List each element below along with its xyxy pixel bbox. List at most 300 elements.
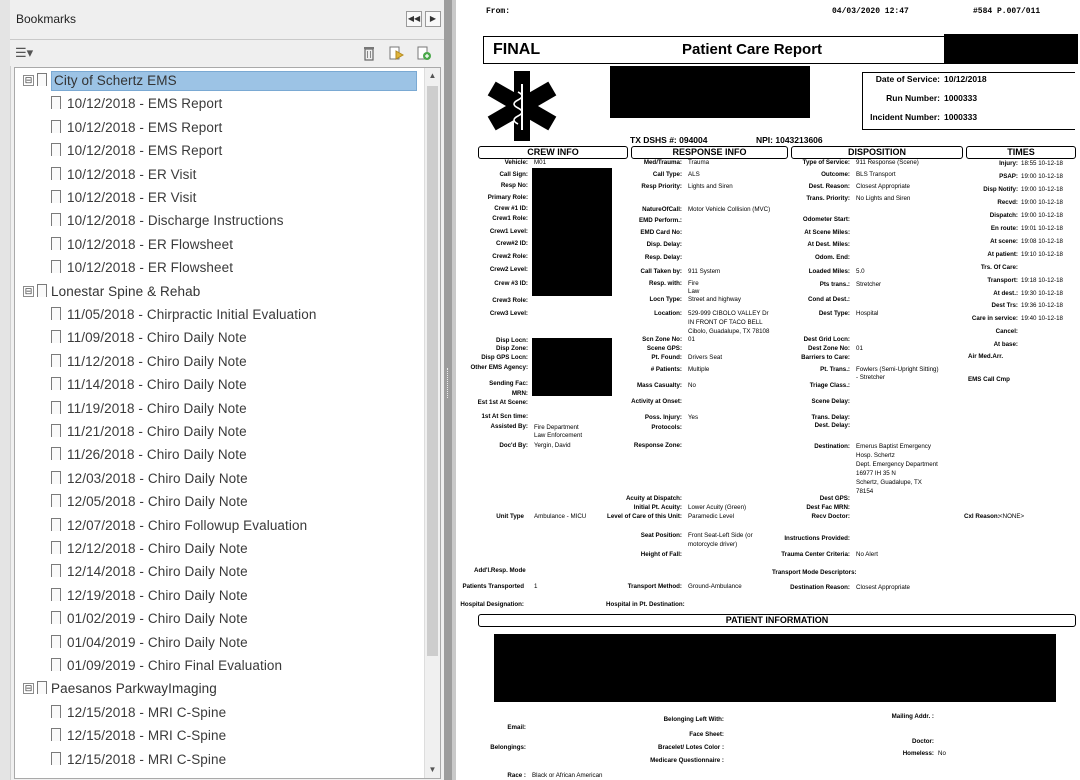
bookmark-group[interactable] <box>15 70 423 92</box>
navigation-edge-strip <box>0 0 11 780</box>
response-field-label: Mass Casualty: <box>636 382 682 389</box>
patient-field-label: Email: <box>507 724 526 731</box>
scroll-up-icon[interactable]: ▲ <box>428 71 437 80</box>
docd-by-value: Yergin, David <box>534 442 571 449</box>
lower-field-label: Transport Method: <box>627 583 682 590</box>
disposition-field-value: Closest Appropriate <box>856 183 910 190</box>
lower-field-label: Recv Doctor: <box>811 513 850 520</box>
response-field-value: Fire <box>688 280 699 287</box>
bookmark-icon <box>51 588 61 601</box>
response-field-label: Location: <box>654 310 682 317</box>
bookmark-label: 12/03/2018 - Chiro Daily Note <box>67 470 248 486</box>
crew-field-label: Vehicle: <box>504 159 528 166</box>
response-field-value: Street and highway <box>688 296 741 303</box>
bookmark-label: 10/12/2018 - EMS Report <box>67 143 223 159</box>
bookmark-label: 10/12/2018 - EMS Report <box>67 119 223 135</box>
bookmark-label: 11/19/2018 - Chiro Daily Note <box>67 400 247 416</box>
document-page <box>456 0 1080 780</box>
disposition-field-value: Dept. Emergency Department <box>856 461 938 468</box>
crew-field-label: MRN: <box>511 390 528 397</box>
bookmark-label: 01/09/2019 - Chiro Final Evaluation <box>67 658 283 673</box>
lower-field-value: Front Seat-Left Side (or <box>688 532 753 539</box>
lower-field-label: Initial Pt. Acuity: <box>633 504 682 511</box>
bookmark-icon <box>51 401 61 414</box>
bookmark-icon <box>51 213 61 226</box>
response-field-value: Lights and Siren <box>688 183 733 190</box>
crew-field-label: 1st At Scn time: <box>481 413 528 420</box>
lower-field-label: Add'l.Resp. Mode <box>474 567 526 574</box>
disposition-field-label: At Scene Miles: <box>804 229 850 236</box>
bookmark-label: 11/26/2018 - Chiro Daily Note <box>67 447 247 463</box>
times-field-label: Care in service: <box>971 315 1018 322</box>
bookmark-item[interactable] <box>15 515 423 537</box>
bookmark-item[interactable] <box>15 210 423 232</box>
bookmark-icon <box>37 284 47 297</box>
bookmark-icon <box>51 611 61 624</box>
crew-field-label: Other EMS Agency: <box>470 364 528 371</box>
lower-field-value: Ambulance - MICU <box>534 513 587 520</box>
bookmark-item[interactable] <box>15 234 423 256</box>
vehicle-value: M01 <box>534 159 547 166</box>
lower-field-value: 1 <box>534 583 538 590</box>
bookmark-item[interactable] <box>15 187 423 209</box>
bookmark-item[interactable] <box>15 304 423 326</box>
times-field-label: PSAP: <box>999 173 1018 180</box>
response-field-label: EMD Perform.: <box>639 217 682 224</box>
bookmark-label: 12/15/2018 - MRI C-Spine <box>67 728 227 744</box>
bookmark-label: 12/15/2018 - MRI C-Spine <box>67 751 227 767</box>
response-field-value: Drivers Seat <box>688 354 723 361</box>
lower-field-label: Dest Fac MRN: <box>806 504 850 511</box>
disposition-field-label: Dest. Delay: <box>814 422 850 429</box>
trash-icon[interactable] <box>362 45 376 65</box>
crew-field-label: Crew3 Role: <box>492 297 528 304</box>
crew-field-label: Crew1 Role: <box>492 215 528 222</box>
disposition-field-value: Hospital <box>856 310 879 317</box>
response-field-value: No <box>688 382 696 389</box>
bookmark-icon <box>51 190 61 203</box>
times-field-label: Transport: <box>987 277 1018 284</box>
response-field-label: Protocols: <box>651 424 682 431</box>
bookmark-item[interactable] <box>15 749 423 771</box>
response-field-value: Trauma <box>688 159 710 166</box>
bookmark-label: 01/04/2019 - Chiro Daily Note <box>67 634 248 650</box>
crew-field-label: Crew2 Role: <box>492 253 528 260</box>
bookmark-item[interactable] <box>15 538 423 560</box>
redacted-block <box>494 634 1056 702</box>
lower-field-label: Hospital Designation: <box>460 601 524 608</box>
star-of-life-logo <box>486 70 558 142</box>
lower-field-label: Destination Reason: <box>790 584 850 591</box>
pane-splitter[interactable] <box>444 0 452 780</box>
bookmark-label: 11/12/2018 - Chiro Daily Note <box>67 353 247 369</box>
lower-field-label: Unit Type <box>496 513 524 520</box>
times-field-value: 19:00 10-12-18 <box>1021 199 1063 206</box>
bookmark-label: City of Schertz EMS <box>51 71 417 91</box>
response-field-label: Disp. Delay: <box>646 241 682 248</box>
bookmark-label: 12/05/2018 - Chiro Daily Note <box>67 494 248 510</box>
disposition-field-value: 78154 <box>856 488 874 495</box>
lower-field-label: Height of Fall: <box>640 551 682 558</box>
bookmark-item[interactable] <box>15 421 423 443</box>
bookmark-label: 10/12/2018 - ER Flowsheet <box>67 236 234 252</box>
disposition-field-value: Emerus Baptist Emergency <box>856 443 931 450</box>
disposition-field-value: Fowlers (Semi-Upright Sitting) <box>856 366 939 373</box>
response-field-label: Call Type: <box>652 171 682 178</box>
disposition-field-label: Type of Service: <box>802 159 850 166</box>
collapse-toggle-icon[interactable]: ⊟ <box>24 285 33 296</box>
panel-title: Bookmarks <box>16 12 77 26</box>
bookmark-item[interactable] <box>15 117 423 139</box>
disposition-field-label: Barriers to Care: <box>801 354 850 361</box>
crew-field-label: Disp Locn: <box>496 337 528 344</box>
bookmark-label: 12/07/2018 - Chiro Followup Evaluation <box>67 517 308 533</box>
bookmark-icon <box>51 377 61 390</box>
disposition-field-label: Dest Grid Locn: <box>803 336 850 343</box>
redacted-block <box>532 338 612 396</box>
times-field-label: EMS Call Cmp <box>968 376 1010 383</box>
bookmark-icon <box>51 96 61 109</box>
response-field-label: Scn Zone No: <box>642 336 682 343</box>
fax-page: #584 P.007/011 <box>973 7 1041 16</box>
response-field-label: Resp. with: <box>648 280 682 287</box>
bookmark-item[interactable] <box>15 725 423 747</box>
times-field-label: At base: <box>993 341 1018 348</box>
times-field-value: 19:30 10-12-18 <box>1021 290 1063 297</box>
patient-field-label: Belonging Left With: <box>663 716 724 723</box>
report-title: Patient Care Report <box>682 41 823 58</box>
final-label: FINAL <box>493 41 541 58</box>
lower-field-value: Paramedic Level <box>688 513 735 520</box>
times-field-label: At patient: <box>987 251 1018 258</box>
incident-number-label: Incident Number: <box>870 112 940 122</box>
crew-field-label: Disp GPS Locn: <box>481 354 528 361</box>
bookmark-icon <box>51 658 61 671</box>
disposition-field-value: Hosp. Schertz <box>856 452 895 459</box>
bookmark-icon <box>51 705 61 718</box>
lower-field-label: Seat Position: <box>640 532 682 539</box>
response-field-label: Scene GPS: <box>646 345 682 352</box>
lower-field-value: motorcycle driver) <box>688 541 738 548</box>
response-field-value: IN FRONT OF TACO BELL <box>688 319 763 326</box>
disposition-field-value: - Stretcher <box>856 374 885 381</box>
crew-field-label: Crew1 Level: <box>489 228 528 235</box>
run-number: 1000333 <box>944 93 978 103</box>
splitter-grip[interactable] <box>447 368 450 398</box>
bookmark-item[interactable] <box>15 585 423 607</box>
bookmark-item[interactable] <box>15 491 423 513</box>
lower-field-label: Acuity at Dispatch: <box>625 495 682 502</box>
times-field-value: 19:08 10-12-18 <box>1021 238 1063 245</box>
bookmark-label: 12/15/2018 - MRI C-Spine <box>67 704 227 720</box>
lower-field-value: Lower Acuity (Green) <box>688 504 747 511</box>
bookmark-item[interactable] <box>15 561 423 583</box>
date-of-service: 10/12/2018 <box>944 74 987 84</box>
patient-field-label: Homeless: <box>902 750 934 757</box>
bookmark-item[interactable] <box>15 327 423 349</box>
times-field-label: At dest.: <box>993 290 1018 297</box>
disposition-field-value: 911 Response (Scene) <box>856 159 919 166</box>
response-field-value: Motor Vehicle Collision (MVC) <box>688 206 771 213</box>
bookmark-icon <box>51 330 61 343</box>
bookmark-icon <box>51 143 61 156</box>
disposition-field-label: Scene Delay: <box>811 398 850 405</box>
disposition-header: DISPOSITION <box>791 146 963 159</box>
patient-field-label: Bracelet/ Lotes Color : <box>657 744 724 751</box>
response-field-label: Pt. Found: <box>651 354 682 361</box>
bookmark-label: 11/21/2018 - Chiro Daily Note <box>67 424 247 439</box>
new-bookmark-icon[interactable] <box>388 45 404 65</box>
times-field-label: Trs. Of Care: <box>980 264 1018 271</box>
crew-field-label: Crew3 Level: <box>489 310 528 317</box>
disposition-field-value: Schertz, Guadalupe, TX <box>856 479 922 486</box>
lower-field-label: Hospital in Pt. Destination: <box>606 601 685 608</box>
bookmark-label: 10/12/2018 - EMS Report <box>67 96 223 112</box>
disposition-field-value: BLS Transport <box>856 171 896 178</box>
disposition-field-label: Odom. End: <box>814 254 850 261</box>
bookmark-item[interactable] <box>15 632 423 654</box>
response-field-label: Call Taken by: <box>640 268 682 275</box>
response-field-value: 529-999 CIBOLO VALLEY Dr <box>688 310 769 317</box>
times-field-value: 19:10 10-12-18 <box>1021 251 1063 258</box>
crew-field-label: Primary Role: <box>487 194 528 201</box>
lower-field-label: Dest GPS: <box>819 495 850 502</box>
assisted-by-law: Law Enforcement <box>534 432 583 439</box>
bookmark-icon <box>37 681 47 694</box>
lower-field-value: No Alert <box>856 551 879 558</box>
redacted-block <box>944 34 1078 64</box>
disposition-field-label: Loaded Miles: <box>808 268 850 275</box>
times-field-value: 19:00 10-12-18 <box>1021 173 1063 180</box>
bookmark-item[interactable] <box>15 468 423 490</box>
bookmark-icon <box>51 354 61 367</box>
bookmark-item[interactable] <box>15 702 423 724</box>
lower-field-label: Transport Mode Descriptors: <box>772 569 857 576</box>
response-field-label: NatureOfCall: <box>642 206 682 213</box>
patient-field-label: Medicare Questionnaire : <box>650 757 724 764</box>
disposition-field-label: Cond at Dest.: <box>808 296 850 303</box>
patient-information-header: PATIENT INFORMATION <box>478 614 1076 627</box>
disposition-field-value: No Lights and Siren <box>856 195 911 202</box>
assisted-by-fire: Fire Department <box>534 424 579 431</box>
bookmark-icon <box>51 635 61 648</box>
bookmark-label: 11/14/2018 - Chiro Daily Note <box>67 377 247 393</box>
disposition-field-label: At Dest. Miles: <box>807 241 850 248</box>
response-field-value: Cibolo, Guadalupe, TX 78108 <box>688 328 770 335</box>
times-field-label: Cancel: <box>995 328 1018 335</box>
bookmark-item[interactable] <box>15 398 423 420</box>
crew-field-label: Crew #3 ID: <box>494 280 528 287</box>
disposition-field-label: Dest Zone No: <box>808 345 850 352</box>
bookmark-icon <box>51 120 61 133</box>
times-field-label: En route: <box>990 225 1018 232</box>
response-field-value: ALS <box>688 171 700 178</box>
response-field-label: Resp Priority: <box>641 183 682 190</box>
bookmark-item[interactable] <box>15 608 423 630</box>
bookmark-label: 12/14/2018 - Chiro Daily Note <box>67 564 248 580</box>
disposition-field-label: Odometer Start: <box>802 216 850 223</box>
scroll-down-icon[interactable]: ▼ <box>428 765 437 774</box>
bookmark-item[interactable] <box>15 257 423 279</box>
response-field-label: Activity at Onset: <box>631 398 682 405</box>
disposition-field-label: Trans. Delay: <box>811 414 850 421</box>
patient-field-label: Belongings: <box>490 744 526 751</box>
disposition-field-label: Triage Class.: <box>809 382 850 389</box>
bookmark-group[interactable] <box>15 678 423 700</box>
lower-field-value: <NONE> <box>999 513 1025 520</box>
bookmark-label: 12/19/2018 - Chiro Daily Note <box>67 587 248 603</box>
response-info-header: RESPONSE INFO <box>631 146 788 159</box>
bookmark-icon <box>51 541 61 554</box>
response-field-label: Locn Type: <box>649 296 682 303</box>
lower-field-label: Instructions Provided: <box>784 535 850 542</box>
crew-field-label: Crew #1 ID: <box>494 205 528 212</box>
bookmark-label: 11/09/2018 - Chiro Daily Note <box>67 330 247 346</box>
times-field-label: Recvd: <box>997 199 1018 206</box>
expand-bookmark-icon[interactable] <box>416 45 432 65</box>
bookmark-item[interactable] <box>15 93 423 115</box>
bookmark-icon <box>51 237 61 250</box>
response-field-label: EMD Card No: <box>640 229 682 236</box>
lower-field-value: Closest Appropriate <box>856 584 910 591</box>
bookmarks-title-bar <box>10 0 444 40</box>
times-field-label: Disp Notify: <box>983 186 1018 193</box>
bookmark-icon <box>51 167 61 180</box>
bookmark-label: Lonestar Spine & Rehab <box>51 283 201 299</box>
crew-field-label: Assisted By: <box>490 423 528 430</box>
bookmarks-tree <box>14 67 441 779</box>
bookmark-icon <box>37 73 47 86</box>
response-field-value: Multiple <box>688 366 710 373</box>
expand-panel-icon[interactable]: ▶ <box>425 11 441 27</box>
bookmark-icon <box>51 307 61 320</box>
bookmark-icon <box>51 728 61 741</box>
times-field-value: 19:36 10-12-18 <box>1021 302 1063 309</box>
crew-field-label: Crew2 Level: <box>489 266 528 273</box>
response-field-label: Response Zone: <box>633 442 682 449</box>
response-field-label: Resp. Delay: <box>644 254 682 261</box>
lower-field-label: Patients Transported <box>462 583 524 590</box>
times-field-value: 19:40 10-12-18 <box>1021 315 1063 322</box>
bookmark-icon <box>51 518 61 531</box>
disposition-field-label: Dest. Reason: <box>808 183 850 190</box>
times-field-value: 19:18 10-12-18 <box>1021 277 1063 284</box>
bookmark-label: Paesanos ParkwayImaging <box>51 681 217 697</box>
disposition-field-value: 01 <box>856 345 863 352</box>
bookmark-icon <box>51 494 61 507</box>
incident-number: 1000333 <box>944 112 978 122</box>
response-field-value: Yes <box>688 414 699 421</box>
patient-field-value: Black or African American <box>532 772 603 779</box>
collapse-panel-icon[interactable]: ◀◀ <box>406 11 422 27</box>
times-field-value: 19:00 10-12-18 <box>1021 212 1063 219</box>
times-field-label: Dest Trs: <box>991 302 1018 309</box>
bookmark-item[interactable] <box>15 164 423 186</box>
bookmark-item[interactable] <box>15 351 423 373</box>
lower-field-label: Level of Care of this Unit: <box>607 513 682 520</box>
redacted-block <box>610 66 810 118</box>
crew-field-label: Call Sign: <box>499 171 528 178</box>
times-field-value: 19:00 10-12-18 <box>1021 186 1063 193</box>
bookmark-label: 10/12/2018 - ER Visit <box>67 190 197 205</box>
bookmarks-scrollbar[interactable] <box>424 68 440 778</box>
disposition-field-value: 16977 IH 35 N <box>856 470 896 477</box>
redacted-block <box>532 168 612 296</box>
disposition-field-label: Outcome: <box>821 171 850 178</box>
bookmarks-panel <box>0 0 444 780</box>
response-field-value: 911 System <box>688 268 721 275</box>
disposition-field-label: Destination: <box>814 443 850 450</box>
bookmark-label: 10/12/2018 - ER Flowsheet <box>67 260 234 276</box>
bookmark-icon <box>51 471 61 484</box>
scrollbar-thumb[interactable] <box>427 86 438 656</box>
crew-field-label: Sending Fac: <box>489 380 528 387</box>
bookmark-icon <box>51 447 61 460</box>
bookmark-group[interactable] <box>15 281 423 303</box>
crew-field-label: Est 1st At Scene: <box>477 399 528 406</box>
times-field-label: Injury: <box>999 160 1018 167</box>
fax-datetime: 04/03/2020 12:47 <box>832 7 909 16</box>
npi-number: NPI: 1043213606 <box>756 135 823 145</box>
crew-field-label: Resp No: <box>500 182 528 189</box>
bookmark-item[interactable] <box>15 444 423 466</box>
disposition-field-value: Stretcher <box>856 281 882 288</box>
collapse-toggle-icon[interactable]: ⊟ <box>24 75 33 85</box>
times-field-label: Air Med.Arr. <box>968 353 1004 360</box>
bookmark-label: 01/02/2019 - Chiro Daily Note <box>67 611 248 627</box>
tx-dshs-number: TX DSHS #: 094004 <box>630 135 708 145</box>
run-number-label: Run Number: <box>886 93 940 103</box>
patient-field-value: No <box>938 750 946 757</box>
crew-field-label: Crew#2 ID: <box>496 240 528 247</box>
bookmark-item[interactable] <box>15 374 423 396</box>
lower-field-label: Cxl Reason: <box>964 513 1000 520</box>
bookmark-item[interactable] <box>15 140 423 162</box>
patient-field-label: Doctor: <box>912 738 934 745</box>
crew-field-label: Doc'd By: <box>499 442 528 449</box>
crew-field-label: Disp Zone: <box>496 345 528 352</box>
disposition-field-label: Trans. Priority: <box>806 195 850 202</box>
disposition-field-label: Dest Type: <box>818 310 850 317</box>
bookmark-label: 11/05/2018 - Chirpractic Initial Evaluation <box>67 307 317 322</box>
patient-field-label: Race : <box>507 772 526 779</box>
lower-field-value: Ground-Ambulance <box>688 583 742 590</box>
bookmark-label: 10/12/2018 - ER Visit <box>67 166 197 182</box>
times-field-label: Dispatch: <box>989 212 1018 219</box>
bookmark-icon <box>51 260 61 273</box>
collapse-toggle-icon[interactable]: ⊟ <box>24 683 33 694</box>
disposition-field-label: Pt. Trans.: <box>820 366 850 373</box>
patient-field-label: Face Sheet: <box>689 731 724 738</box>
times-header: TIMES <box>966 146 1076 159</box>
disposition-field-value: 5.0 <box>856 268 865 275</box>
times-field-label: At scene: <box>990 238 1018 245</box>
times-field-value: 18:55 10-12-18 <box>1021 160 1063 167</box>
fax-from: From: <box>486 7 511 16</box>
bookmark-icon <box>51 564 61 577</box>
patient-field-label: Mailing Addr. : <box>891 713 934 720</box>
response-field-label: Poss. Injury: <box>644 414 682 421</box>
bookmark-icon <box>51 752 61 765</box>
bookmark-item[interactable] <box>15 655 423 677</box>
disposition-field-label: Pts trans.: <box>819 281 850 288</box>
options-menu-icon[interactable]: ☰▾ <box>15 45 34 60</box>
response-field-value: 01 <box>688 336 695 343</box>
crew-info-header: CREW INFO <box>478 146 628 159</box>
bookmark-label: 12/12/2018 - Chiro Daily Note <box>67 541 248 556</box>
bookmarks-toolbar <box>10 40 444 66</box>
bookmark-icon <box>51 424 61 437</box>
